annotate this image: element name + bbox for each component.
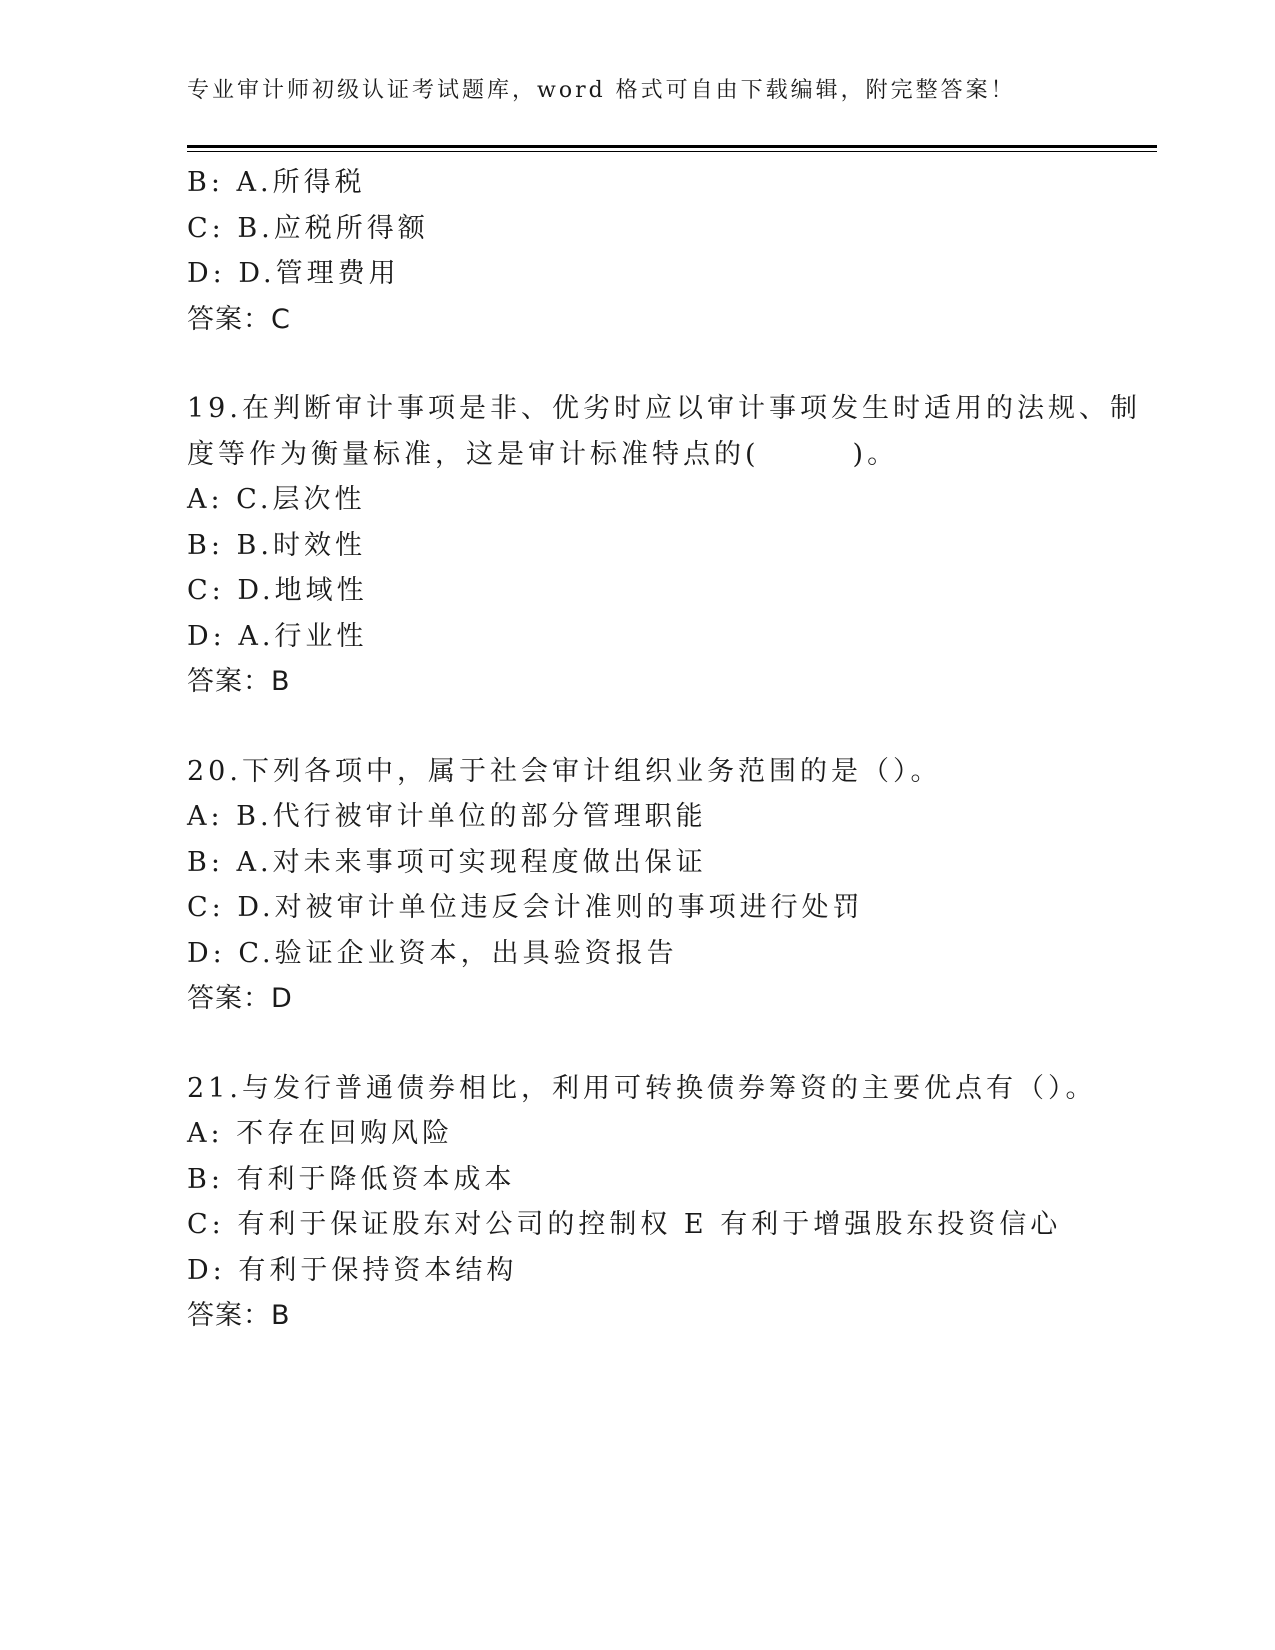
answer-line: 答案：B [187, 666, 291, 697]
option-a: A: 不存在回购风险 [187, 1118, 454, 1149]
page-header: 专业审计师初级认证考试题库，word 格式可自由下载编辑，附完整答案！ [187, 78, 1016, 103]
prev-question-block [187, 160, 1087, 342]
option-c: C: B.应税所得额 [187, 212, 429, 244]
header-rule-thin [187, 151, 1157, 152]
spacer [187, 342, 1087, 386]
option-a: A: C.层次性 [187, 484, 366, 515]
answer-line: 答案：B [187, 1300, 291, 1331]
question-20 [187, 749, 1087, 1022]
spacer [187, 1022, 1087, 1066]
question-text: 21.与发行普通债券相比，利用可转换债券筹资的主要优点有（）。 [187, 1072, 1097, 1104]
option-c: C: D.对被审计单位违反会计准则的事项进行处罚 [187, 892, 864, 923]
answer-line: 答案：C [187, 303, 291, 335]
option-d: D: D.管理费用 [187, 258, 400, 289]
option-b: B: 有利于降低资本成本 [187, 1163, 516, 1195]
option-d: D: 有利于保持资本结构 [187, 1254, 518, 1286]
question-text: 19.在判断审计事项是非、优劣时应以审计事项发生时适用的法规、制 [187, 393, 1141, 424]
option-b: B: A.所得税 [187, 167, 366, 198]
question-text: 20.下列各项中，属于社会审计组织业务范围的是（）。 [187, 755, 942, 787]
option-d: D: A.行业性 [187, 620, 368, 652]
question-text-cont: 度等作为衡量标准，这是审计标准特点的( )。 [187, 438, 899, 470]
option-d: D: C.验证企业资本，出具验资报告 [187, 937, 678, 969]
option-b: B: A.对未来事项可实现程度做出保证 [187, 846, 707, 878]
header-rule-thick [187, 145, 1157, 148]
option-a: A: B.代行被审计单位的部分管理职能 [187, 801, 707, 832]
question-19 [187, 386, 1141, 705]
option-c: C: D.地域性 [187, 575, 368, 606]
spacer [187, 705, 1087, 749]
question-content [187, 160, 1141, 1339]
question-21 [187, 1066, 1097, 1339]
option-c: C: 有利于保证股东对公司的控制权 E 有利于增强股东投资信心 [187, 1209, 1062, 1240]
answer-line: 答案：D [187, 983, 293, 1014]
option-b: B: B.时效性 [187, 529, 366, 561]
